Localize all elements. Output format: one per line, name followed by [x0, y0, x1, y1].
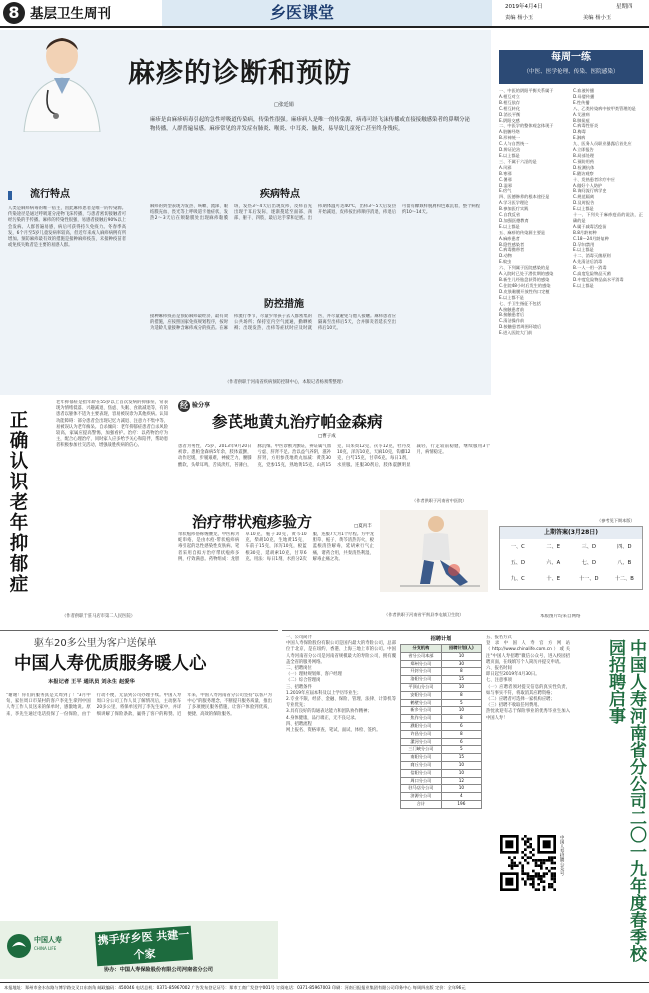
- page-header: [0, 0, 649, 28]
- recruit-table-cell: 10: [441, 683, 481, 691]
- recruit-table-cell: 招聘计划(人): [441, 645, 481, 653]
- experience-article: [172, 398, 492, 506]
- recruit-table-row: [401, 785, 482, 793]
- recruit-table-row: [401, 676, 482, 684]
- recruit-table-cell: 10: [441, 785, 481, 793]
- recruit-table-cell: 分支机构: [401, 645, 442, 653]
- header-rule: [0, 26, 649, 28]
- recruit-table-cell: 10: [441, 652, 481, 660]
- experience-author: □曹子成: [318, 434, 336, 439]
- answer-cell: 十、E: [546, 576, 561, 582]
- s1-marker: [8, 191, 12, 200]
- service-ad-footer: 协办：中国人寿保险股份有限公司河南省分公司: [104, 967, 213, 973]
- recruitment-notice: [282, 630, 649, 980]
- recruit-table-row: [401, 769, 482, 777]
- doctor-illustration: [4, 32, 122, 132]
- recruit-table-cell: 10: [441, 707, 481, 715]
- recruit-table-cell: 4: [441, 793, 481, 801]
- recruit-table-cell: 商丘分公司: [401, 761, 442, 769]
- answer-cell: 一、C: [510, 544, 525, 550]
- recruit-table-cell: 周口分公司: [401, 777, 442, 785]
- measles-title: 麻疹的诊断和预防: [128, 58, 352, 89]
- recruit-table-cell: 8: [441, 691, 481, 699]
- depression-text: 老年抑郁症是指年龄在55岁以上首次发病的抑郁症，常表现为情绪低落、兴趣减退、焦虑、失眠、食欲减退等，有的患者以躯体不适为主要表现，容易被误诊为其他疾病。认知功能障碍：部分患者会出现记忆力减退、注意力不集中等，易被误认为老年痴呆。自杀倾向：老年抑郁症患者自杀风险较高，家属应提高警惕，加强看护。治疗：以药物治疗为主，配合心理治疗，同时家人应多给予关心和陪伴，帮助患者积极参加社交活动，增强战胜疾病的信心。: [56, 400, 168, 449]
- recruit-table-cell: 12: [441, 777, 481, 785]
- s1-heading: 流行特点: [30, 189, 70, 200]
- answers-box: [499, 526, 643, 590]
- service-ad-bylines: 本报记者 王平 通讯员 刘永生 赵爱华: [48, 679, 135, 685]
- s3-heading: 防控措施: [264, 299, 304, 310]
- s2-text: 麻疹的典型表现为发热、咳嗽、流涕、眼结膜充血、畏光等上呼吸道卡他症状，发热2～3天后在颊黏膜处出现麻疹黏膜斑，发热3～4天后出现皮疹，皮疹首先出现于耳后发际，逐渐蔓延至面部、颈部、躯干、四肢，最后达手掌和足底。出疹期体温可达40℃，出疹3～5天后发热开始减退，皮疹按出疹顺序消退，疹退后可留有糠麸样脱屑和色素沉着，整个病程约10～14天。: [150, 204, 480, 222]
- issue-weekday: 星期四: [616, 4, 633, 10]
- service-ad: [0, 630, 278, 980]
- recruit-table-cell: 漯河分公司: [401, 738, 442, 746]
- recruit-table-row: [401, 800, 482, 808]
- recruit-table-row: [401, 683, 482, 691]
- answer-cell: 十二、B: [614, 576, 634, 582]
- recruit-table-cell: 15: [441, 676, 481, 684]
- weekly-quiz: [493, 30, 649, 593]
- column-tab: [162, 0, 492, 26]
- answer-cell: 四、D: [617, 544, 632, 550]
- page-footer: [0, 982, 649, 993]
- herpes-title: 治疗带状疱疹验方: [192, 513, 313, 531]
- recruit-table-cell: 8: [441, 668, 481, 676]
- answer-cell: 十一、D: [578, 576, 599, 582]
- recruit-table-row: [401, 707, 482, 715]
- recruit-table-cell: 15: [441, 754, 481, 762]
- page-number-badge: 8: [3, 2, 25, 24]
- depression-source: （作者供职于驻马店市第二人民医院）: [62, 614, 136, 619]
- answer-cell: 八、B: [617, 560, 632, 566]
- experience-title: 参芪地黄丸治疗帕金森病: [212, 412, 383, 431]
- section-name: 基层卫生周刊: [30, 6, 111, 22]
- s2-heading: 疾病特点: [260, 189, 300, 200]
- depression-title: 正确认识老年抑郁症: [7, 410, 28, 595]
- herpes-source: （作者供职于河南省平舆县李屯镇卫生院）: [384, 612, 464, 617]
- recruit-table-cell: 许昌分公司: [401, 730, 442, 738]
- footer-text: 本报地址：郑州市金水东路与博学路交叉口东南角 邮政编码：450046 电话总机：0371-85967002 广告发布登记证号：郑市工商广发登字001号 订阅电话：0371-85967003 印刷：河南日报报业集团有限公司印务中心 每周四出版 定价：全年96元: [4, 985, 466, 990]
- recruit-left-column: 一、公司简介 中国人寿保险股份有限公司是国内最大的寿险公司，总部位于北京，是在纽约、香港、上海三地上市的公司。中国人寿河南省分公司是河南省规模最大的寿险公司，拥有覆盖全省的服务网络。 二、招聘岗位 （一）理财规划师、客户经理 （二）综合管理岗 三、招聘条件 1.2019年应届本科及以上学历毕业生； 2.专业不限，经济、金融、保险、管理、法律、计算机等专业优先； 3.具有良好的沟通表达能力和团队协作精神； 4.身体健康，品行端正，无不良记录。 四、招聘流程 网上报名、资格审查、笔试、面试、体检、签约。: [286, 635, 396, 734]
- knee-pain-illustration: [380, 510, 488, 592]
- quiz-left-column: 一、中医的阴阳平衡关系属于 A.相互对立 B.相互依存 C.相互转化 D.消长平衡 E.阴阳交感 二、中医学的整体观念体现于 A.脏腑经络 B.形神统一 C.人与自然统一 D.辨证论治 E.以上都是 三、不属于六淫的是 A.风邪 B.寒邪 C.暑邪 D.湿邪 E.疠气 四、医德修养的根本途径是 A.学习医学理论 B.参加医疗实践 C.自我反省 D.加强医德教育 E.以上都是 五、麻疹的传染源主要是 A.麻疹患者 B.隐性感染者 C.病毒携带者 D.动物 E.蚊虫 六、下列属于医院感染的是 A.入院时已处于潜伏期的感染 B.新生儿经胎盘获得的感染 C.住院48小时后发生的感染 D.皮肤黏膜开放性伤口定植 E.以上都不是 七、手卫生指征不包括 A.接触患者前 B.接触患者后 C.清洁操作前 D.接触患者周围环境后 E.进入医院大门前: [499, 88, 554, 336]
- service-ad-text: "谢谢！你们的服务真是太周到了！"3月中旬，家住周口市某村的客户李先生拿到中国人寿工作人员送来的保单时，感激地说。原来，李先生通过电话投保了一份保险，由于行动不便，无法到公司办理手续。中国人寿周口分公司工作人员了解情况后，主动驱车20多公里，将保单送到了李先生家中，并详细讲解了保险条款，赢得了客户的称赞。近年来，中国人寿河南省分公司坚持"以客户为中心"的服务理念，不断提升服务质量，推出了多项便民服务措施，让客户体验到优质、便捷、高效的保险服务。: [6, 693, 272, 717]
- herpes-article: [172, 508, 492, 628]
- china-life-logo-icon: [6, 933, 32, 959]
- herpes-text: 带状疱疹俗称缠腰龙，中医称为蛇串疮，是由水痘-带状疱疹病毒引起的急性感染性皮肤病。笔者采用自拟方治疗带状疱疹多例，疗效满意。药物组成：龙胆草10克，栀子10克，黄芩10克，柴胡10克，生地黄15克，车前子15克，泽泻10克，板蓝根30克，延胡索10克，甘草6克。用法：每日1剂，水煎分2次服，连服7天为1个疗程。方中龙胆草、栀子、黄芩清热泻火，板蓝根清热解毒，延胡索行气止痛，诸药合用，共奏清热利湿、解毒止痛之功。: [178, 532, 374, 562]
- measles-source: （作者供职于河南省疾病预防控制中心，本版记者杨须帮整理）: [225, 380, 346, 385]
- qr-code-icon: [500, 835, 556, 891]
- recruit-table-row: [401, 761, 482, 769]
- recruit-table-cell: 驻马店分公司: [401, 785, 442, 793]
- recruit-table-cell: 安阳分公司: [401, 691, 442, 699]
- measles-author: □张廷娟: [274, 102, 294, 108]
- recruit-table-row: [401, 738, 482, 746]
- recruit-table: [400, 635, 482, 975]
- service-ad-title: 中国人寿优质服务暖人心: [14, 654, 207, 674]
- s1-heading-bar: [8, 188, 124, 202]
- recruit-table-row: [401, 746, 482, 754]
- depression-article: [0, 398, 170, 626]
- china-life-logo-en: CHINA LIFE: [34, 946, 57, 951]
- recruit-table-cell: 省分公司本部: [401, 652, 442, 660]
- answer-cell: 七、D: [581, 560, 596, 566]
- answers-grid: [500, 539, 642, 587]
- recruit-table-row: [401, 722, 482, 730]
- quiz-right-column: C.血液传播 D.母婴传播 E.性传播 八、乙类传染病中按甲类管理的是 A.艾滋病 B.肺炭疽 C.病毒性肝炎 D.梅毒 E.淋病 九、医务人员职业暴露后首先应 A.立即报告 B.局部处理 C.预防用药 D.检测抗体 E.随访观察 十、发热患者诊疗中应 A.做好个人防护 B.询问流行病学史 C.规范隔离 D.及时报告 E.以上都是 十一、下列关于麻疹疫苗的说法，正确的是 A.属于减毒活疫苗 B.8月龄初种 C.18～24月龄复种 D.孕妇禁用 E.以上都是 十二、消毒灭菌原则 A.先清洁后消毒 B.一人一用一消毒 C.高度危险物品灭菌 D.中度危险物品高水平消毒 E.以上都是: [573, 88, 643, 288]
- herpes-author: □夏丙丰: [354, 524, 372, 529]
- recruit-table-row: [401, 754, 482, 762]
- s1-text: 人类是麻疹病毒的唯一宿主，因此麻疹患者是唯一的传染源。传染途径是通过呼吸道分泌物飞沫传播，与患者密切接触者可经污染的手传播。麻疹的传染性很强，易感者接触后90%以上会发病。人群普遍易感，病后可获得持久免疫力。冬春季高发，6个月至5岁儿童发病率较高，但近年来成人麻疹病例有所增加。预防麻疹最有效的措施是接种麻疹疫苗，未接种疫苗者或免疫失败者是主要的易感人群。: [8, 206, 126, 249]
- recruit-table-cell: 信阳分公司: [401, 769, 442, 777]
- brand-banner: [0, 921, 278, 979]
- recruit-table-cell: 8: [441, 715, 481, 723]
- quiz-source: （参考见下期本版）: [597, 518, 635, 523]
- service-ad-kicker: 驱车20多公里为客户送保单: [34, 638, 157, 649]
- recruit-table-cell: 郑州分公司: [401, 660, 442, 668]
- recruit-table-row: [401, 691, 482, 699]
- recruit-table-row: [401, 715, 482, 723]
- quiz-title: 每周一练: [551, 52, 591, 63]
- recruit-table-header: [401, 645, 482, 653]
- recruit-right-column: 五、报名方式 登录中国人寿官方网站（http://www.chinalife.com.cn）或关注"中国人寿招聘"微信公众号，进入校园招聘页面，在线填写个人简历并提交申请。 六、报名时间 即日起至2019年4月30日。 七、注意事项 （一）应聘者须对提交信息的真实性负责，如与事实不符，将取消其应聘资格； （二）应聘者可选择一家机构应聘； （三）招聘不收取任何费用。 热忱欢迎有志于保险事业的优秀毕业生加入中国人寿！: [486, 635, 570, 721]
- experience-label: 验分享: [192, 402, 211, 409]
- experience-source: （作者供职于河南省中医院）: [412, 498, 467, 503]
- recruit-table-cell: 鹤壁分公司: [401, 699, 442, 707]
- recruit-table-cell: 开封分公司: [401, 668, 442, 676]
- recruit-table-cell: 6: [441, 738, 481, 746]
- quiz-header: [499, 50, 643, 84]
- recruit-table-cell: 濮阳分公司: [401, 722, 442, 730]
- recruit-table-cell: 新乡分公司: [401, 707, 442, 715]
- recruit-table-cell: 10: [441, 769, 481, 777]
- recruit-table-cell: 南阳分公司: [401, 754, 442, 762]
- recruit-table-cell: 30: [441, 660, 481, 668]
- recruit-table-title: 招聘计划: [430, 636, 452, 642]
- recruit-table-row: [401, 699, 482, 707]
- recruit-table-cell: 三门峡分公司: [401, 746, 442, 754]
- editor-credit: 责编 杨小玉: [505, 15, 534, 21]
- answer-cell: 三、D: [581, 544, 596, 550]
- experience-text: 患者为男性，75岁，2013年9月20日初诊。患帕金森病5年余，肢体震颤，动作迟缓，步履艰难，神疲乏力，腰膝酸软，头晕耳鸣，舌质淡红，苔薄白，脉沉细。中医诊断为颤证，辨证属气血亏虚、肝肾不足。治以益气养阴，滋补肝肾，方用参芪地黄丸加减：黄芪30克，党参15克，熟地黄15克，山药15克，山茱萸12克，茯苓12克，牡丹皮10克，泽泻10克，天麻10克，钩藤12克，白芍15克，甘草6克。每日1剂，水煎服。连服30剂后，肢体震颤明显减轻，行走较前稳健，继续服用3个月，病情稳定。: [178, 444, 490, 468]
- s3-text: 接种麻疹疫苗是预防麻疹最经济、最有效的措施，应按照国家免疫规划程序，按时为适龄儿童接种含麻疹成分的疫苗。在麻疹流行季节，尽量少带孩子去人群密集的公共场所；保持室内空气流通，勤晒被褥；出现发热、出疹等症状时应及时就医，并尽量避免与他人接触。麻疹患者应隔离至出疹后5天，合并肺炎者延长至出疹后10天。: [150, 314, 396, 332]
- campaign-slogan: 携手好乡医 共建一个家: [95, 926, 193, 967]
- measles-intro: 麻疹是由麻疹病毒引起的急性呼吸道传染病，传染性很强。麻疹病人是唯一的传染源，病毒可经飞沫传播或直接接触感染者的鼻咽分泌物传播，人群普遍易感。麻疹常见的并发症有肺炎、喉炎、中耳炎、脑炎，易导致儿童死亡甚至终身残疾。: [150, 117, 470, 132]
- recruit-table-row: [401, 652, 482, 660]
- measles-feature: [0, 30, 491, 395]
- answer-cell: 五、D: [510, 560, 525, 566]
- recruit-table-cell: 平顶山分公司: [401, 683, 442, 691]
- recruit-table-cell: 10: [441, 761, 481, 769]
- recruit-table-cell: 6: [441, 722, 481, 730]
- answer-cell: 二、E: [546, 544, 561, 550]
- answers-title: 上期答案(3月28日): [500, 527, 642, 539]
- designer-credit: 美编 杨小玉: [583, 15, 612, 21]
- recruit-table-row: [401, 668, 482, 676]
- experience-tag: 经: [180, 401, 188, 410]
- recruit-table-grid: [400, 644, 482, 809]
- recruit-table-cell: 济源分公司: [401, 793, 442, 801]
- recruit-table-cell: 8: [441, 730, 481, 738]
- issue-date: 2019年4月4日: [505, 4, 543, 10]
- image-notice: 本版图片均来自网络: [540, 614, 581, 619]
- column-name: 乡医课堂: [270, 3, 335, 22]
- recruit-table-cell: 焦作分公司: [401, 715, 442, 723]
- recruit-table-row: [401, 793, 482, 801]
- recruit-table-cell: 合计: [401, 800, 442, 808]
- answer-cell: 九、C: [510, 576, 525, 582]
- recruit-table-cell: 196: [441, 800, 481, 808]
- recruit-vertical-title: 中国人寿河南省分公司二〇一九年度春季校园招聘启事: [605, 639, 646, 962]
- recruit-table-row: [401, 777, 482, 785]
- quiz-subtitle: （中医、医学伦理、传染、医院感染）: [523, 69, 619, 75]
- recruit-table-cell: 5: [441, 699, 481, 707]
- recruit-table-row: [401, 660, 482, 668]
- china-life-logo-text: 中国人寿: [34, 936, 62, 944]
- recruit-table-cell: 5: [441, 746, 481, 754]
- answer-cell: 六、A: [546, 560, 561, 566]
- qr-caption: 中国人寿招聘公众号: [559, 835, 565, 876]
- recruit-table-cell: 洛阳分公司: [401, 676, 442, 684]
- recruit-table-row: [401, 730, 482, 738]
